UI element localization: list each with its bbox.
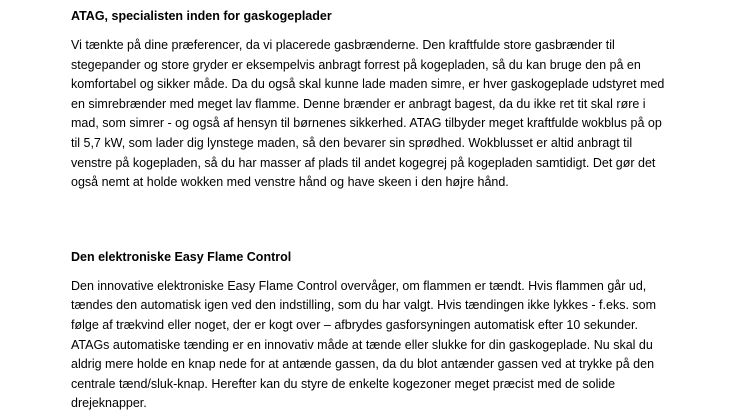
section-heading-easy-flame-control: Den elektroniske Easy Flame Control — [71, 249, 292, 264]
section-body-easy-flame-control: Den innovative elektroniske Easy Flame Control overvåger, om flammen er tændt. Hvis flammen går ud, tændes den automatisk igen ved den indstilling, som du har valgt. Hvis tændingen ikke lykkes - f.eks. som følge af trækvind eller noget, der er kogt over – afbrydes gasforsyningen automatisk efter 10 sekunder. ATAGs automatiske tænding er en innovativ måde at tænde eller slukke for din gaskogeplade. Nu skal du aldrig mere holde en knap nede for at antænde gassen, da du blot antænder gassen ved at trykke på den centrale tænd/sluk-knap. Herefter kan du styre de enkelte kogezoner meget præcist med de solide drejeknapper. — [71, 278, 657, 411]
section-body-gas-burners: Vi tænkte på dine præferencer, da vi placerede gasbrænderne. Den kraftfulde store gasbrænder til stegepander og store gryder er eksempelvis anbragt forrest på kogepladen, så du kan bruge den på en komfortabel og sikker måde. Da du også skal kunne lade maden simre, er hver gaskogeplade udstyret med en simrebrænder med meget lav flamme. Denne brænder er anbragt bagest, da du ikke ret tit skal røre i mad, som simrer - og også af hensyn til børnenes sikkerhed. ATAG tilbyder meget kraftfulde wokblus på op til 5,7 kW, som lader dig lynstege maden, så den bevarer sin sprødhed. Wokblusset er altid anbragt til venstre på kogepladen, så du har masser af plads til andet kogegrej på kogepladen samtidigt. Det gør det også nemt at holde wokken med venstre hånd og have skeen i den højre hånd. — [71, 38, 665, 190]
section-heading-atag-specialist: ATAG, specialisten inden for gaskogeplader — [71, 9, 332, 23]
document-page — [71, 8, 691, 414]
